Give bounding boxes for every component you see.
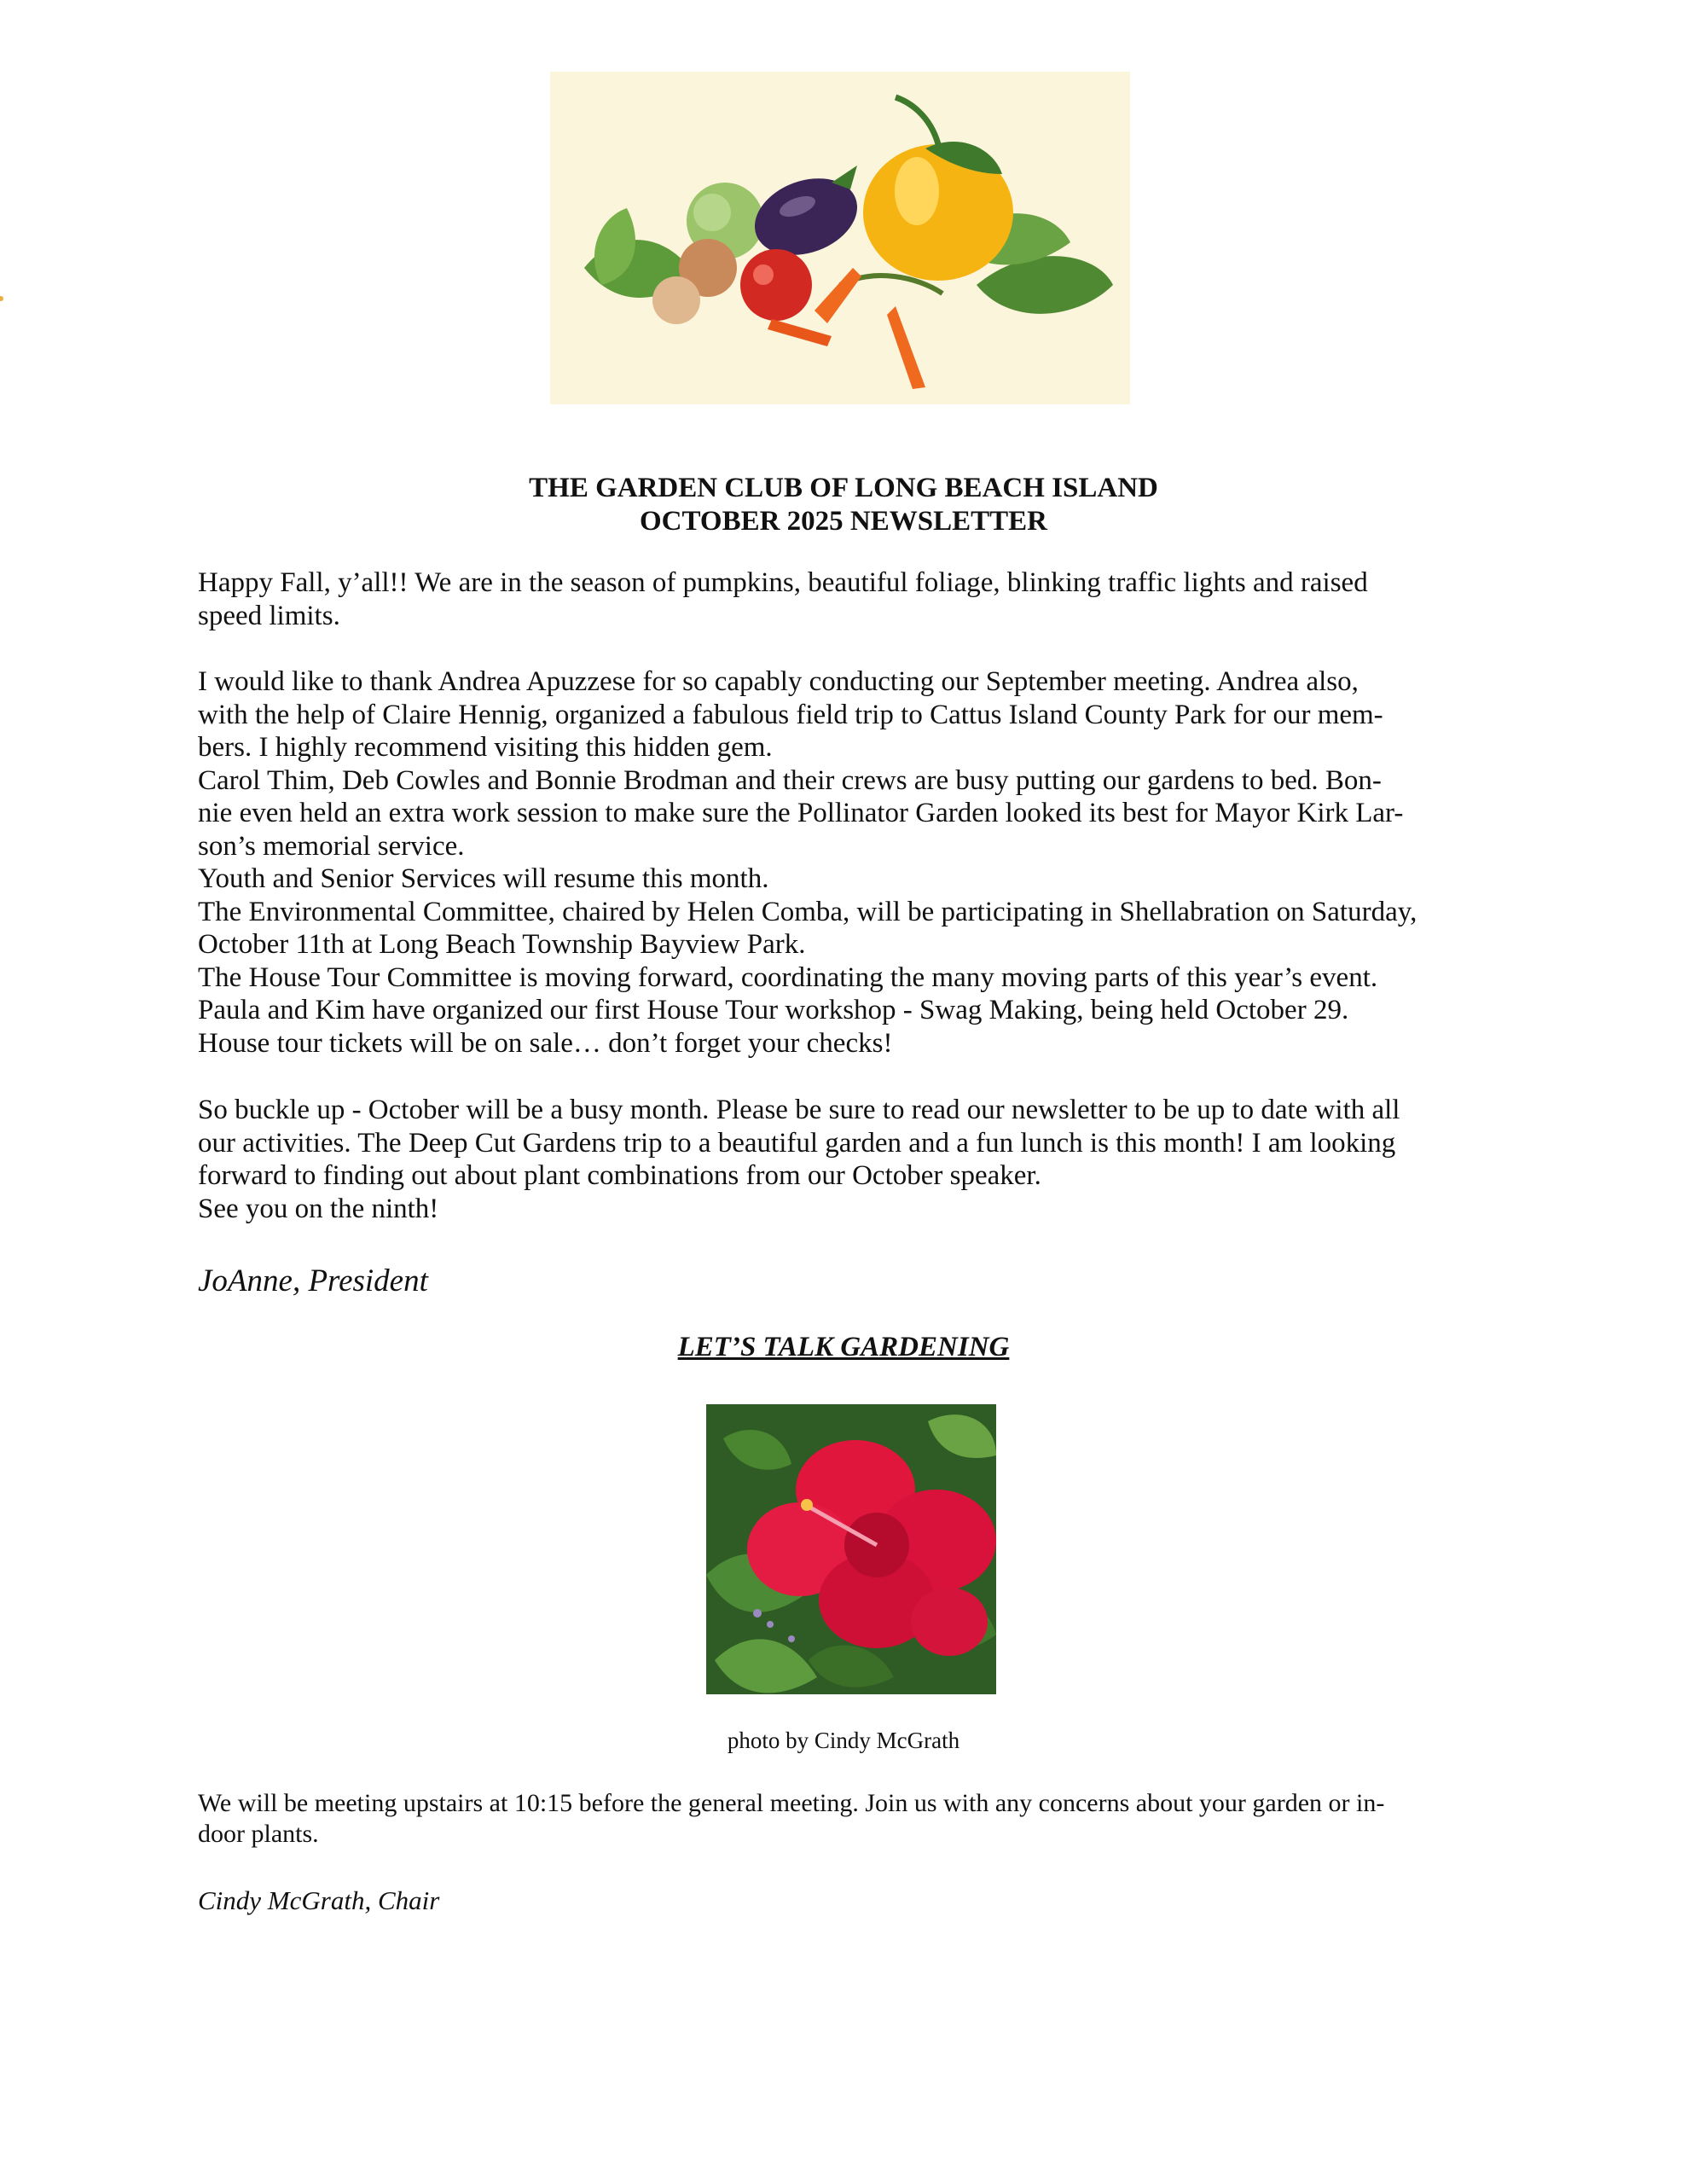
closing-paragraph: So buckle up - October will be a busy month. Please be sure to read our newsletter to be up to date with all our activities. The Deep Cut Gardens trip to a beautiful garden and a fun lunch is this month! I am looking forward to finding out about plant combinations from our October speaker. See you on the ninth! [198,1095,1400,1224]
announcements-paragraph: I would like to thank Andrea Apuzzese for so capably conducting our September meeting. Andrea also, with the help of Claire Hennig, organized a fabulous field trip to Cattus Island County Park for our mem- bers. I highly recommend visiting this hidden gem. Carol Thim, Deb Cowles and Bonnie Brodman and their crews are busy putting our gardens to bed. Bon- nie even held an extra work session to make sure the Pollinator Garden looked its best for Mayor Kirk Lar- son’s memorial service. Youth and Senior Services will resume this month. The Environmental Committee, chaired by Helen Comba, will be participating in Shellabration on Saturday, October 11th at Long Beach Township Bayview Park. The House Tour Committee is moving forward, coordinating the many moving parts of this year’s event. Paula and Kim have organized our first House Tour workshop - Swag Making, being held October 29. House tour tickets will be on sale… don’t forget your checks! [198,666,1417,1059]
newsletter-title: THE GARDEN CLUB OF LONG BEACH ISLAND [529,473,1158,503]
page-edge-mark [0,264,5,333]
vegetable-harvest-illustration [550,72,1130,404]
photo-caption: photo by Cindy McGrath [727,1728,960,1753]
section-heading: LET’S TALK GARDENING [677,1332,1010,1362]
president-signature: JoAnne, President [198,1263,428,1298]
greeting-paragraph: Happy Fall, y’all!! We are in the season of pumpkins, beautiful foliage, blinking traffic lights and raised speed limits. [198,567,1368,631]
chair-signature: Cindy McGrath, Chair [198,1885,440,1915]
newsletter-subtitle: OCTOBER 2025 NEWSLETTER [639,506,1048,537]
meeting-paragraph: We will be meeting upstairs at 10:15 before the general meeting. Join us with any concerns about your garden or in- door plants. [198,1789,1385,1848]
red-hibiscus-photo [706,1404,996,1694]
